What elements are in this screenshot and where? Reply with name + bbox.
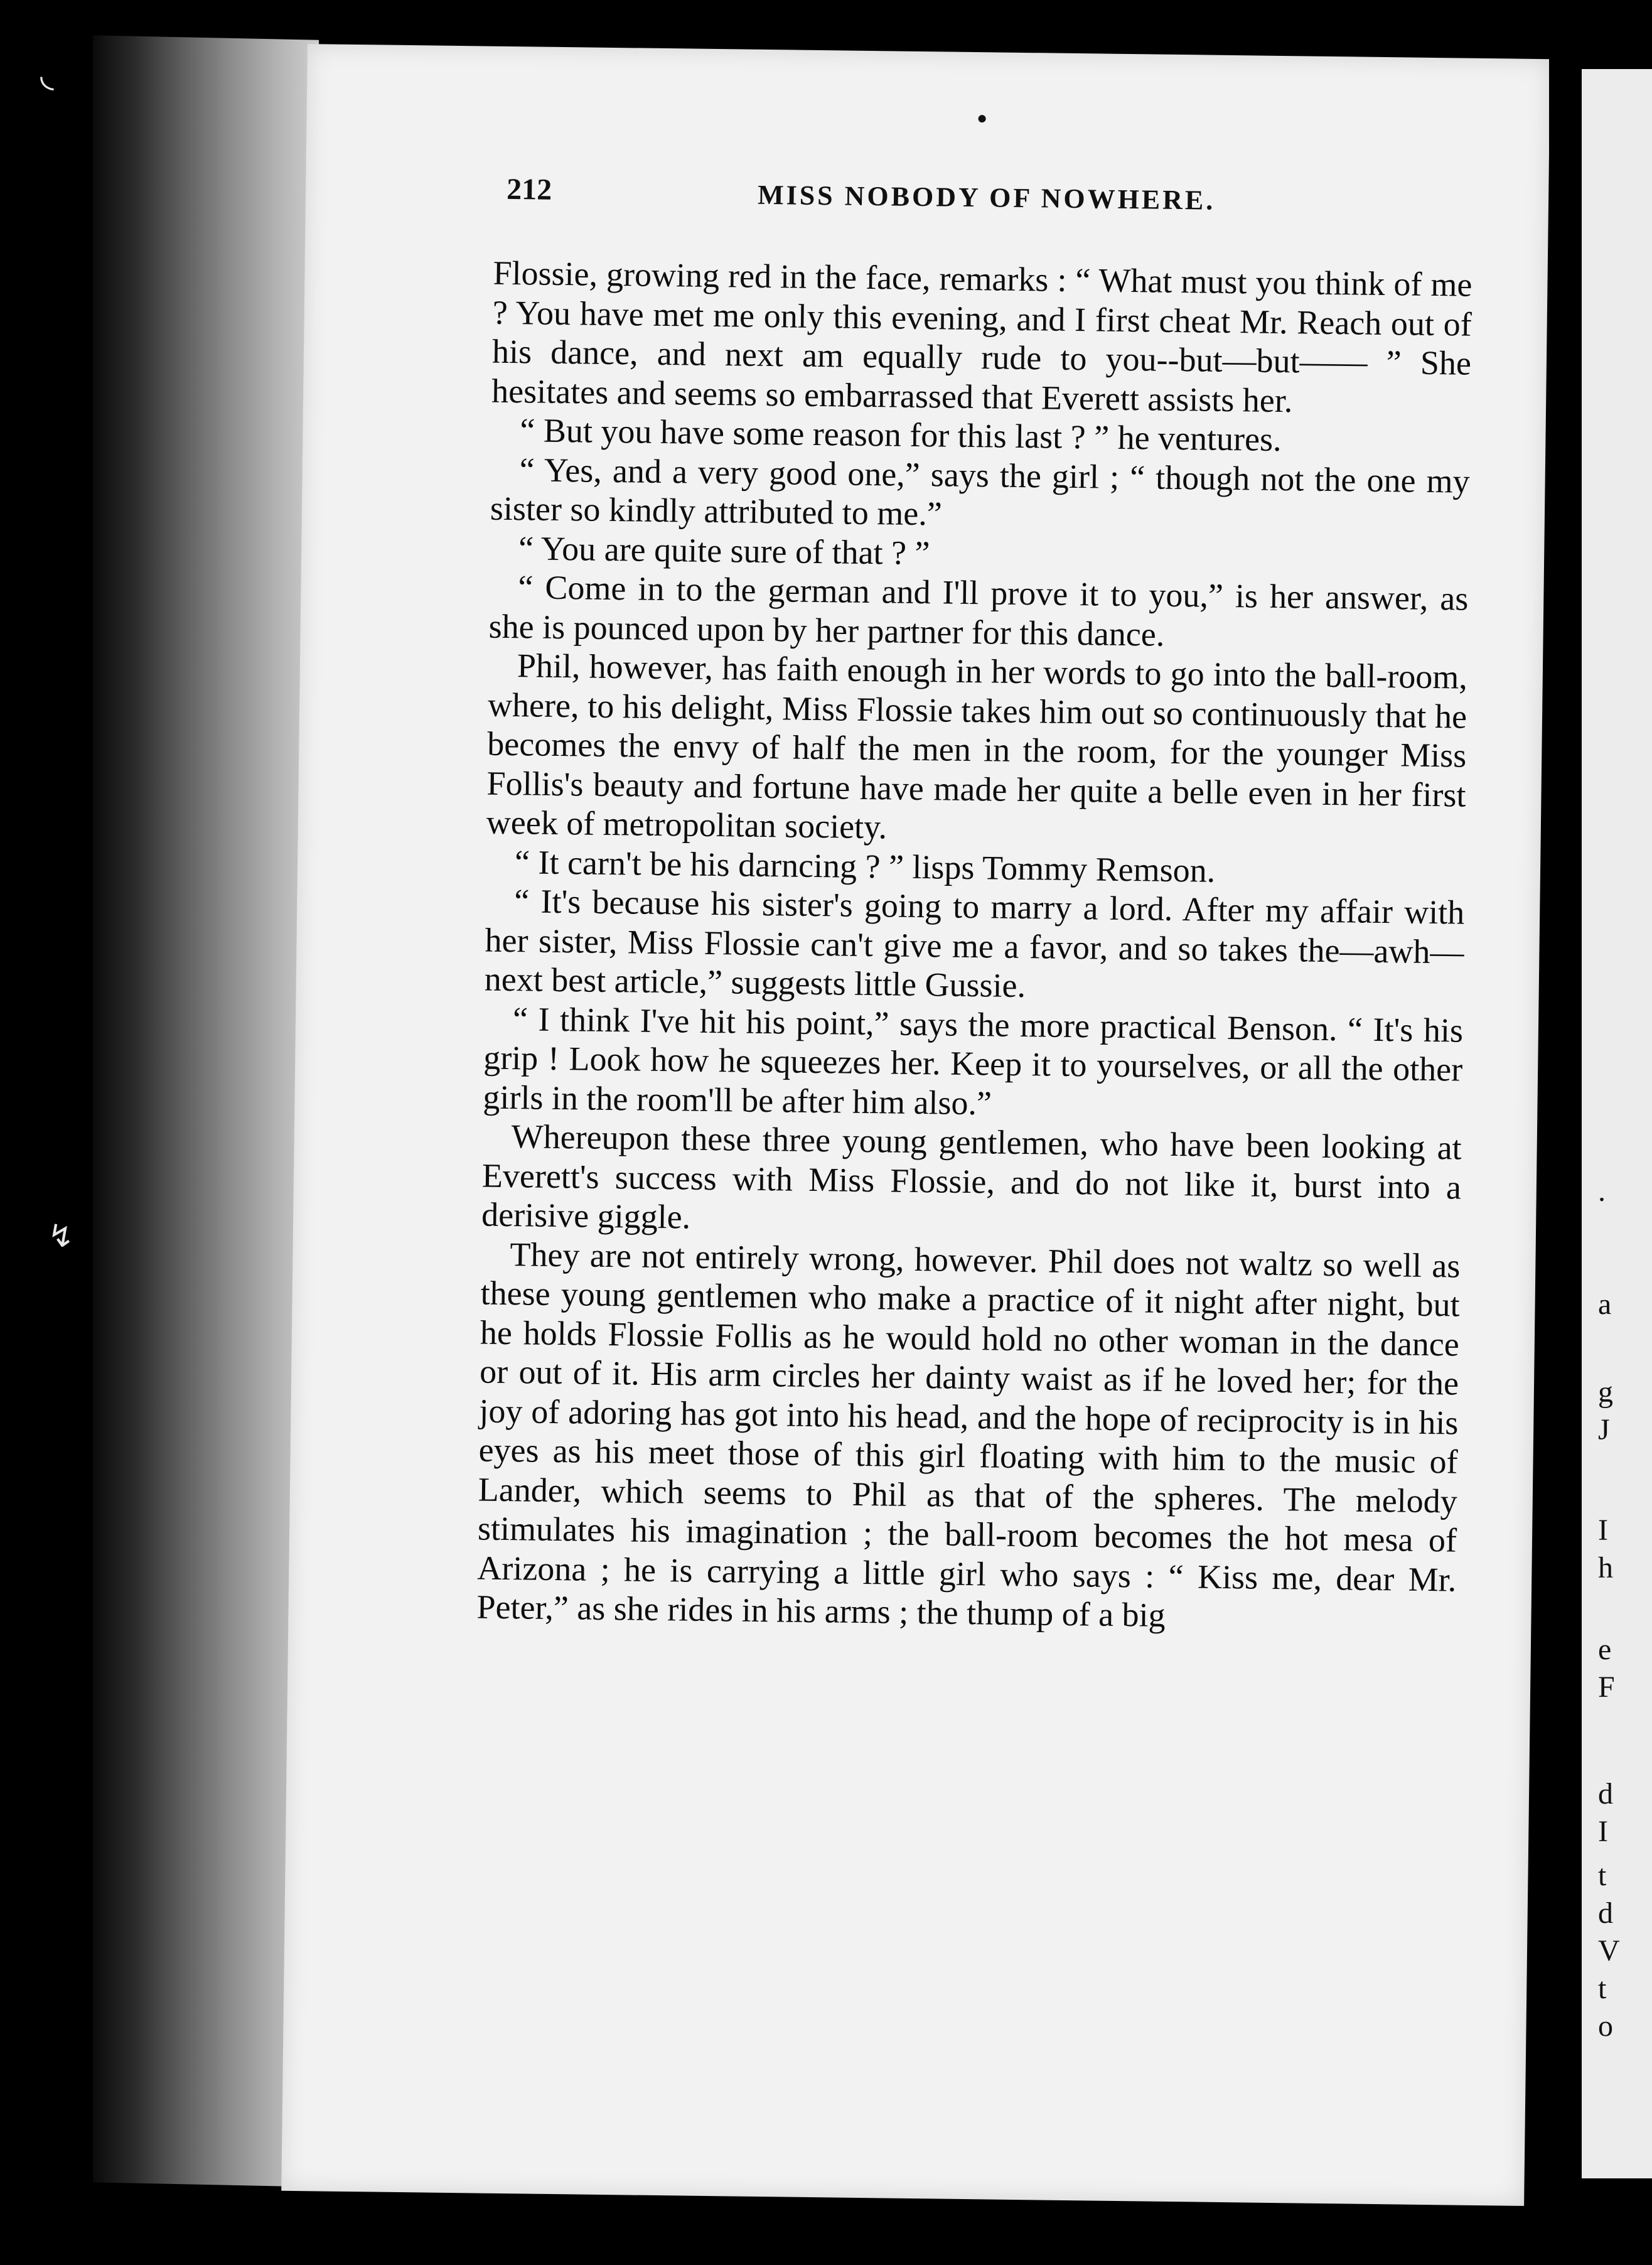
paragraph: “ It's because his sister's going to marry a lord. After my affair with her sister, Miss Flossie can't give me a favor, and so takes the—awh—next best article,” suggests little Gussie. <box>484 882 1465 1005</box>
facing-page-fragment: e <box>1598 1633 1612 1666</box>
facing-page-fragment: o <box>1598 2009 1613 2043</box>
facing-page-fragment: d <box>1598 1896 1613 1930</box>
facing-page-fragment: d <box>1598 1777 1613 1810</box>
scan-artifact-mark: ◟ <box>40 54 54 95</box>
facing-page-fragment: I <box>1598 1514 1608 1547</box>
facing-page-fragment: h <box>1598 1551 1613 1584</box>
facing-page-fragment: t <box>1598 1972 1607 2005</box>
paragraph: Phil, however, has faith enough in her words to go into the ball-room, where, to his delight, Miss Flossie takes him out so continuously that he becomes the envy of half the men in the room, for the younger Miss Follis's beauty and fortune have made her quite a belle even in her first week of metropolitan society. <box>486 647 1468 846</box>
ink-speck <box>979 115 986 122</box>
book-page <box>281 44 1550 2206</box>
body-text <box>476 254 1472 1638</box>
page-number: 212 <box>506 172 552 207</box>
paragraph: “ I think I've hit his point,” says the more practical Benson. “ It's his grip ! Look how he squeezes her. Keep it to yourselves, or all the other girls in the room'll be after him also.” <box>483 999 1464 1122</box>
paragraph: “ But you have some reason for this last ? ” he ventures. <box>520 411 1282 459</box>
facing-page-fragment: g <box>1598 1375 1613 1409</box>
page-header <box>506 172 1461 216</box>
paragraph: They are not entirely wrong, however. Phil does not waltz so well as these young gentlemen who make a practice of it night after night, but he holds Flossie Follis as he would hold no other woman in the dance or out of it. His arm circles her dainty waist as if he loved her; for the joy of adoring has got into his head, and the hope of reciprocity is in his eyes as his meet those of this girl floating with him to the music of Lander, which seems to Phil as that of the spheres. The melody stimulates his imagination ; the ball-room becomes the hot mesa of Arizona ; he is carrying a little girl who says : “ Kiss me, dear Mr. Peter,” as she rides in his arms ; the thump of a big <box>476 1235 1461 1634</box>
paragraph: Whereupon these three young gentlemen, who have been looking at Everett's success with Miss Flossie, and do not like it, burst into a derisive giggle. <box>481 1117 1462 1236</box>
facing-page-fragment: t <box>1598 1859 1607 1892</box>
facing-page-strip <box>1582 69 1652 2178</box>
paragraph: “ You are quite sure of that ? ” <box>518 529 930 572</box>
paragraph: Flossie, growing red in the face, remarks : “ What must you think of me ? You have met me only this evening, and I first cheat Mr. Reach out of his dance, and next am equally rude to you--but—but—— ” She hesitates and seems so embarrassed that Everett assists her. <box>491 254 1472 419</box>
paragraph: “ Come in to the german and I'll prove it to you,” is her answer, as she is pounced upon by her partner for this dance. <box>488 568 1469 654</box>
facing-page-fragment: a <box>1598 1288 1612 1321</box>
facing-page-fragment: V <box>1598 1934 1620 1967</box>
facing-page-fragment: J <box>1598 1413 1610 1446</box>
paragraph: “ Yes, and a very good one,” says the girl ; “ though not the one my sister so kindly attributed to me.” <box>490 450 1470 533</box>
facing-page-fragment: . <box>1598 1175 1606 1208</box>
running-title: MISS NOBODY OF NOWHERE. <box>757 179 1216 216</box>
scan-artifact-mark: ↯ <box>48 1218 74 1254</box>
facing-page-fragment: I <box>1598 1815 1608 1848</box>
binding-gutter <box>1549 50 1584 2210</box>
facing-page-fragment: F <box>1598 1671 1615 1704</box>
paragraph: “ It carn't be his darncing ? ” lisps Tommy Remson. <box>514 842 1216 890</box>
